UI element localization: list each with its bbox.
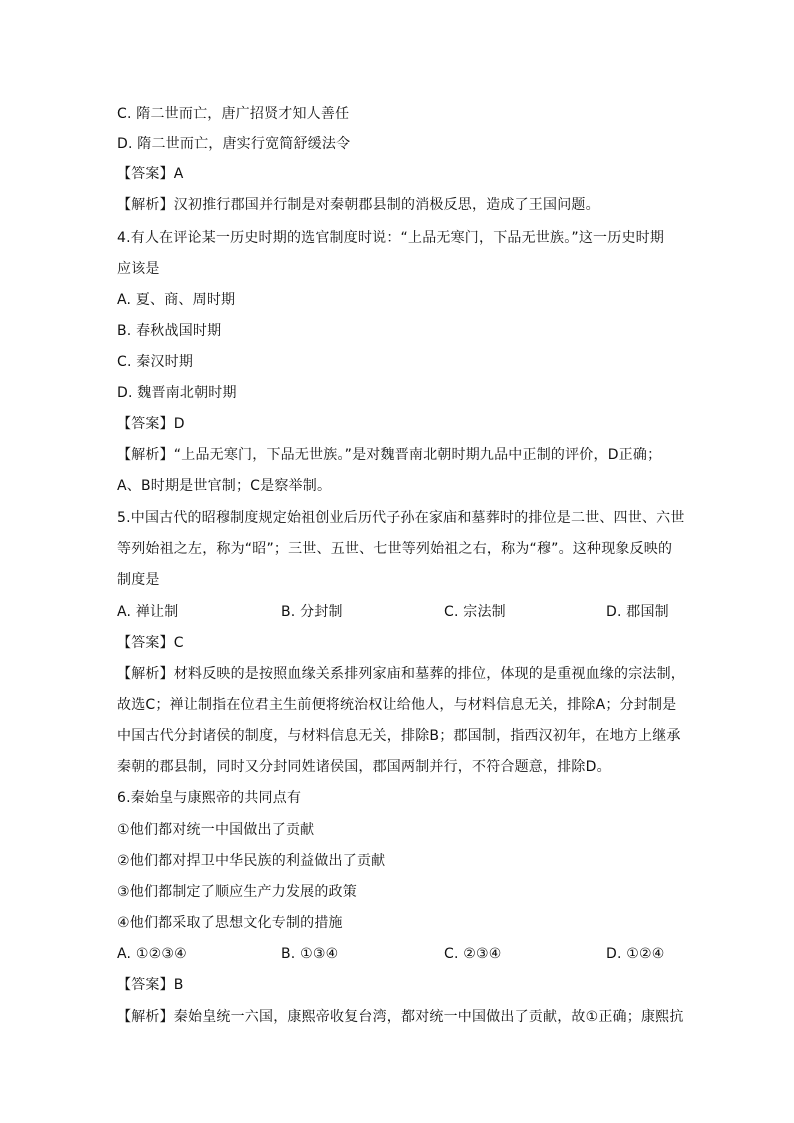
q6-answer: 【答案】B xyxy=(117,977,184,993)
q4-option-a: A. 夏、商、周时期 xyxy=(117,292,236,308)
q4-option-c: C. 秦汉时期 xyxy=(117,354,194,370)
q5-analysis-line-3: 中国古代分封诸侯的制度，与材料信息无关，排除B；郡国制，指西汉初年，在地方上继承 xyxy=(117,728,681,744)
q5-stem-line-3: 制度是 xyxy=(117,572,160,588)
q4-analysis-line-2: A、B时期是世官制；C是察举制。 xyxy=(117,478,332,494)
q6-stem: 6.秦始皇与康熙帝的共同点有 xyxy=(117,790,302,806)
q5-analysis-line-2: 故选C；禅让制指在位君主生前便将统治权让给他人，与材料信息无关，排除A；分封制是 xyxy=(117,697,677,713)
q3-option-c: C. 隋二世而亡，唐广招贤才知人善任 xyxy=(117,106,350,122)
q3-answer: 【答案】A xyxy=(117,166,184,182)
q5-option-a: A. 禅让制 xyxy=(117,604,179,620)
q5-option-d: D. 郡国制 xyxy=(606,604,669,620)
q6-options-row xyxy=(117,943,687,965)
q6-statement-2: ②他们都对捍卫中华民族的利益做出了贡献 xyxy=(117,853,386,869)
q6-statement-3: ③他们都制定了顺应生产力发展的政策 xyxy=(117,884,357,900)
q6-option-d: D. ①②④ xyxy=(606,946,665,962)
q5-stem-line-1: 5.中国古代的昭穆制度规定始祖创业后历代子孙在家庙和墓葬时的排位是二世、四世、六世 xyxy=(117,510,685,526)
q4-stem-line-1: 4.有人在评论某一历史时期的选官制度时说：“上品无寒门，下品无世族。”这一历史时期 xyxy=(117,230,665,246)
q6-statement-1: ①他们都对统一中国做出了贡献 xyxy=(117,822,315,838)
q5-options-row xyxy=(117,601,687,623)
q4-option-b: B. 春秋战国时期 xyxy=(117,323,222,339)
q3-option-d: D. 隋二世而亡，唐实行宽简舒缓法令 xyxy=(117,136,351,152)
q4-stem-line-2: 应该是 xyxy=(117,261,160,277)
q5-answer: 【答案】C xyxy=(117,635,184,651)
q6-option-c: C. ②③④ xyxy=(444,946,502,962)
q6-option-a: A. ①②③④ xyxy=(117,946,187,962)
q4-answer: 【答案】D xyxy=(117,416,185,432)
q5-analysis-line-1: 【解析】材料反映的是按照血缘关系排列家庙和墓葬的排位，体现的是重视血缘的宗法制， xyxy=(117,666,685,682)
q6-analysis-line-1: 【解析】秦始皇统一六国，康熙帝收复台湾，都对统一中国做出了贡献，故①正确；康熙抗 xyxy=(117,1009,684,1025)
q5-stem-line-2: 等列始祖之左，称为“昭”；三世、五世、七世等列始祖之右，称为“穆”。这种现象反映的 xyxy=(117,541,673,557)
q6-option-b: B. ①③④ xyxy=(281,946,339,962)
q5-analysis-line-4: 秦朝的郡县制，同时又分封同姓诸侯国，郡国两制并行，不符合题意，排除D。 xyxy=(117,759,611,775)
q3-analysis: 【解析】汉初推行郡国并行制是对秦朝郡县制的消极反思，造成了王国问题。 xyxy=(117,197,600,213)
q5-option-c: C. 宗法制 xyxy=(444,604,506,620)
q6-statement-4: ④他们都采取了思想文化专制的措施 xyxy=(117,915,343,931)
q5-option-b: B. 分封制 xyxy=(281,604,343,620)
q4-analysis-line-1: 【解析】“上品无寒门，下品无世族。”是对魏晋南北朝时期九品中正制的评价，D正确； xyxy=(117,447,662,463)
q4-option-d: D. 魏晋南北朝时期 xyxy=(117,385,237,401)
